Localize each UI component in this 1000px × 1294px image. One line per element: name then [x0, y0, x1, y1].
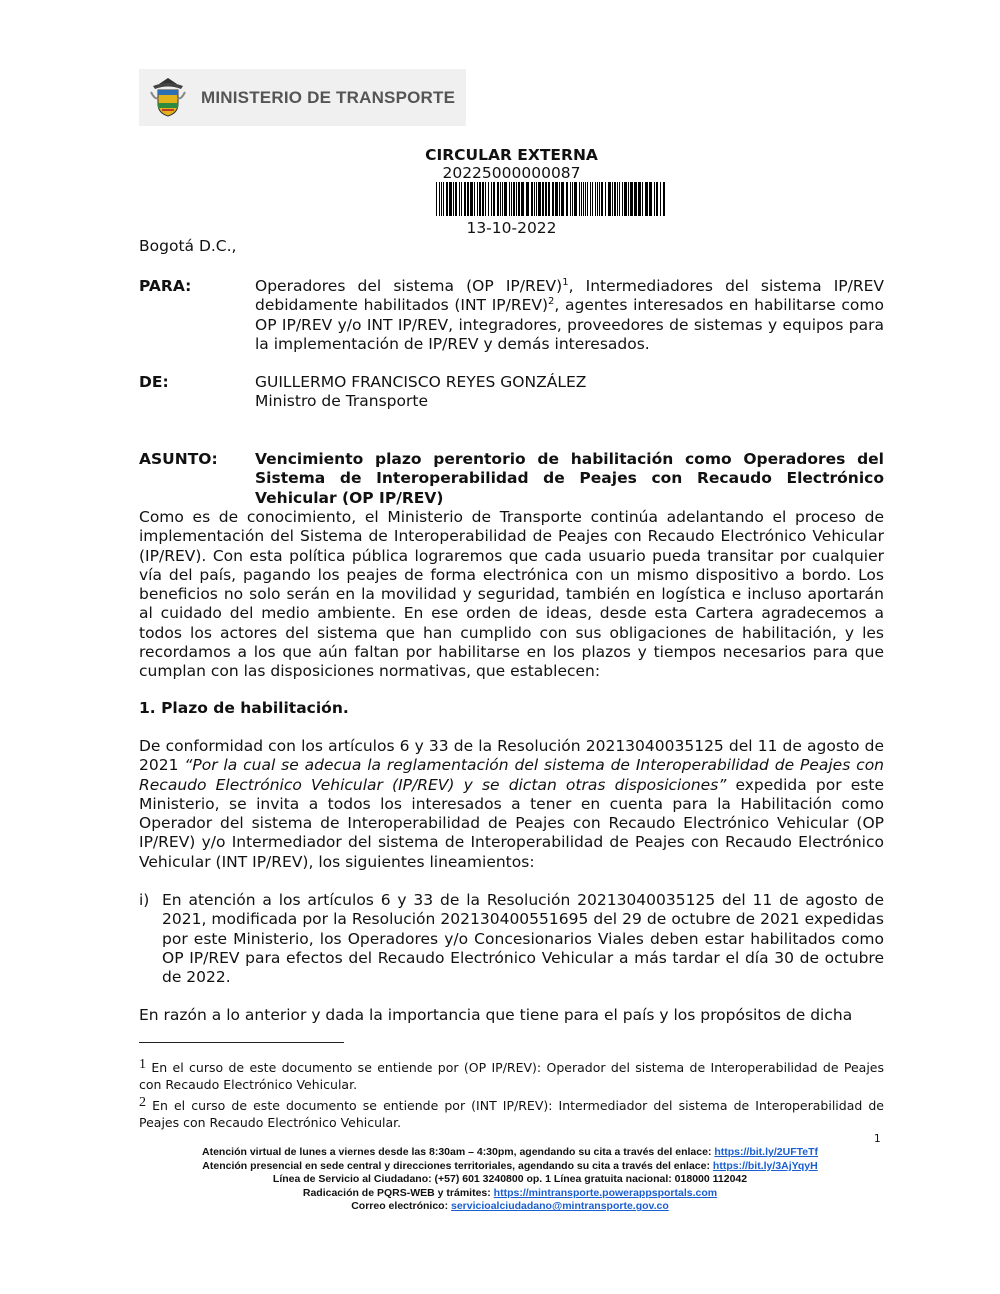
document-date: 13-10-2022	[466, 219, 557, 237]
footnote-2: $^2$ En el curso de este documento se entiende por (INT IP/REV): Intermediador del sistema de Interoperabilidad de Peajes con Recaudo Electrónico Vehicular.	[139, 1095, 884, 1130]
footnote-ref-1: 1	[562, 277, 569, 288]
footnote-1: $^1$ En el curso de este documento se entiende por (OP IP/REV): Operador del sistema de Interoperabilidad de Peajes con Recaudo Electrónico Vehicular.	[139, 1057, 884, 1092]
document-type-title: CIRCULAR EXTERNA	[425, 146, 598, 164]
sender-role: Ministro de Transporte	[255, 392, 428, 410]
subject-text: Vencimiento plazo perentorio de habilitación como Operadores del Sistema de Interoperabilidad de Peajes con Recaudo Electrónico Vehicular (OP IP/REV)	[255, 450, 884, 507]
email-link[interactable]: servicioalciudadano@mintransporte.gov.co	[451, 1200, 669, 1213]
footer-email: Correo electrónico: servicioalciudadano@mintransporte.gov.co	[351, 1200, 669, 1213]
list-item-i: En atención a los artículos 6 y 33 de la Resolución 20213040035125 del 11 de agosto de 2021, modificada por la Resolución 202130400551695 del 29 de octubre de 2021 expedidas por este Ministerio, los Operadores y/o Concesionarios Viales deben estar habilitados como OP IP/REV para efectos del Recaudo Electrónico Vehicular a más tardar el día 30 de octubre de 2022.	[162, 891, 884, 987]
place-line: Bogotá D.C.,	[139, 237, 237, 255]
footnote-separator	[139, 1042, 344, 1043]
para-label: PARA:	[139, 277, 192, 295]
footer-onsite-attention: Atención presencial en sede central y direcciones territoriales, agendando su cita a través del enlace: https://bit.ly/3AjYqyH	[202, 1159, 818, 1172]
onsite-appointment-link[interactable]: https://bit.ly/3AjYqyH	[712, 1159, 818, 1172]
virtual-appointment-link[interactable]: https://bit.ly/2UFTeTf	[714, 1146, 818, 1158]
document-number: 20225000000087	[442, 164, 581, 182]
section-title: 1. Plazo de habilitación.	[139, 699, 349, 717]
page-number: 1	[874, 1133, 881, 1145]
resolution-paragraph: De conformidad con los artículos 6 y 33 de la Resolución 20213040035125 del 11 de agosto de 2021 “Por la cual se adecua la reglamentación del sistema de Interoperabilidad de Peajes con Recaudo Electrónico Vehicular (IP/REV) y se dictan otras disposiciones” expedida por este Ministerio, se invita a todos los interesados a tener en cuenta para la Habilitación como Operador del sistema de Interoperabilidad de Peajes con Recaudo Electrónico Vehicular (OP IP/REV) y/o Intermediador del sistema de Interoperabilidad de Peajes con Recaudo Electrónico Vehicular (INT IP/REV), los siguientes lineamientos:	[139, 737, 884, 871]
ministry-logo	[139, 69, 466, 126]
footer	[120, 1146, 900, 1214]
continuation-paragraph: En razón a lo anterior y dada la importancia que tiene para el país y los propósitos de dicha	[139, 1006, 853, 1024]
sender-name: GUILLERMO FRANCISCO REYES GONZÁLEZ	[255, 373, 587, 391]
pqrs-portal-link[interactable]: https://mintransporte.powerappsportals.com	[493, 1186, 718, 1199]
list-marker-i: i)	[139, 891, 150, 909]
de-label: DE:	[139, 373, 169, 391]
intro-paragraph: Como es de conocimiento, el Ministerio de Transporte continúa adelantando el proceso de implementación del Sistema de Interoperabilidad de Peajes con Recaudo Electrónico Vehicular (IP/REV). Con esta política pública lograremos que cada usuario pueda transitar por cualquier vía del país, pagando los peajes de forma electrónica con un mismo dispositivo a bordo. Los beneficios no solo serán en la movilidad y seguridad, también en logística e incluso aportarán al cuidado del medio ambiente. En ese orden de ideas, desde esta Cartera agradecemos a todos los actores del sistema que han cumplido con sus obligaciones de habilitación, y les recordamos a los que aún faltan por habilitarse en los plazos y tiempos necesarios para que cumplan con las disposiciones normativas, que establecen:	[139, 508, 884, 681]
footer-virtual-attention: Atención virtual de lunes a viernes desde las 8:30am – 4:30pm, agendando su cita a través del enlace: https://bit.ly/2UFTeTf	[201, 1146, 818, 1158]
asunto-label: ASUNTO:	[139, 450, 218, 468]
coat-of-arms-icon	[147, 76, 189, 118]
resolution-title-quote: “Por la cual se adecua la reglamentación del sistema de Interoperabilidad de Peajes con Recaudo Electrónico Vehicular (IP/REV) y se dictan otras disposiciones”	[139, 756, 884, 794]
footer-phone-lines: Línea de Servicio al Ciudadano: (+57) 601 3240800 op. 1 Línea gratuita nacional: 018000 112042	[272, 1173, 748, 1186]
ministry-name: MINISTERIO DE TRANSPORTE	[201, 88, 456, 107]
footnote-ref-2: 2	[548, 296, 555, 308]
para-recipients: Operadores del sistema (OP IP/REV)$^1$, Intermediadores del sistema IP/REV debidamente habilitados (INT IP/REV)$^2$, agentes interesados en habilitarse como OP IP/REV y/o INT IP/REV, integradores, proveedores de sistemas y equipos para la implementación de IP/REV y demás interesados.	[255, 277, 884, 353]
footer-pqrs: Radicación de PQRS-WEB y trámites: https://mintransporte.powerappsportals.com	[302, 1186, 718, 1199]
barcode	[436, 182, 668, 216]
